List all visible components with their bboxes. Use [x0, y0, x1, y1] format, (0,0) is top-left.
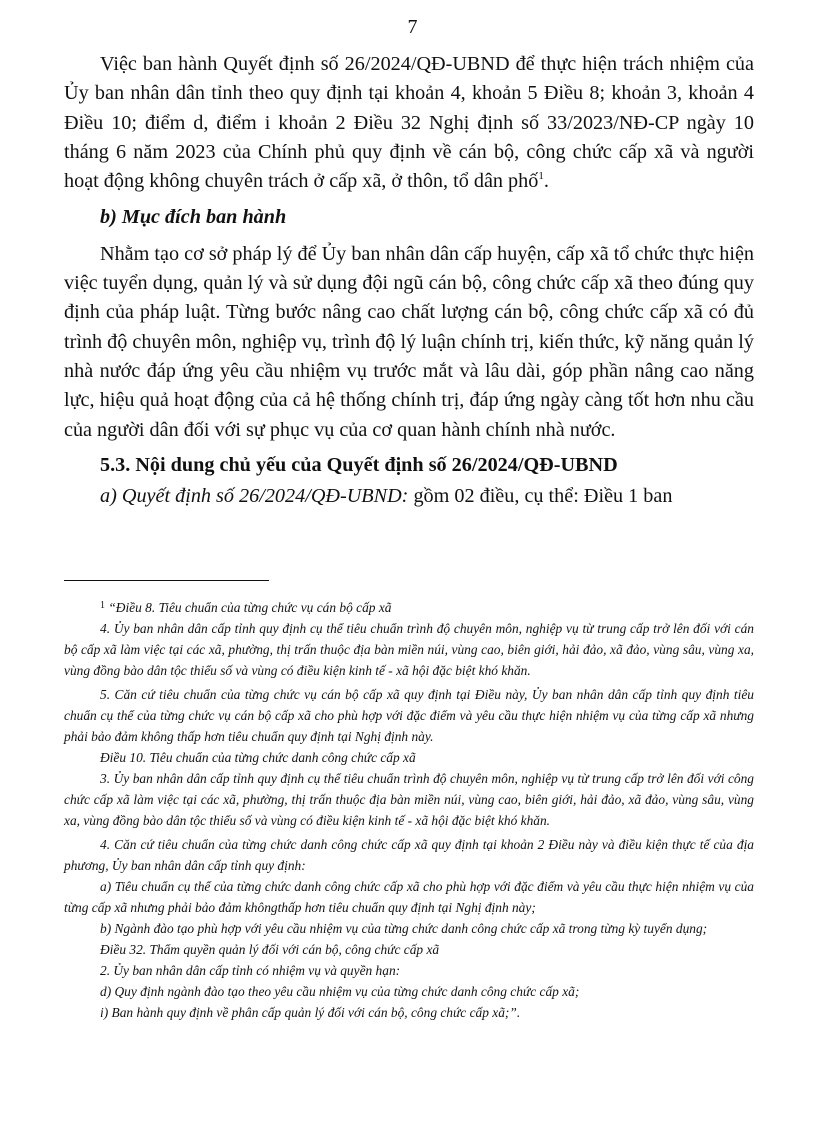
footnote-line: a) Tiêu chuẩn cụ thể của từng chức danh công chức cấp xã cho phù hợp với đặc điểm và yêu cầu thực hiện nhiệm vụ của từng cấp xã nhưng phải bảo đảm khôngthấp hơn tiêu chuẩn quy định tại Nghị định này;: [64, 879, 754, 915]
footnote-line: 5. Căn cứ tiêu chuẩn của từng chức vụ cán bộ cấp xã quy định tại Điều này, Ủy ban nhân dân cấp tỉnh quy định tiêu chuẩn cụ thể của từng chức vụ cán bộ cấp xã cho phù hợp với đặc điểm và yêu cầu thực hiện nhiệm vụ của từng cấp xã nhưng phải bảo đảm không thấp hơn tiêu chuẩn quy định tại Nghị định này.: [64, 687, 754, 744]
paragraph-text: Việc ban hành Quyết định số 26/2024/QĐ-UBND để thực hiện trách nhiệm của Ủy ban nhân dân tỉnh theo quy định tại khoản 4, khoản 5 Điều 8; khoản 3, khoản 4 Điều 10; điểm d, điểm i khoản 2 Điều 32 Nghị định số 33/2023/NĐ-CP ngày 10 tháng 6 năm 2023 của Chính phủ quy định về cán bộ, công chức cấp xã và người hoạt động không chuyên trách ở cấp xã, ở thôn, tổ dân phố: [64, 53, 754, 193]
footnote-separator: [64, 580, 269, 581]
footnote-mark: 1: [100, 600, 105, 611]
footnote-line: 2. Ủy ban nhân dân cấp tỉnh có nhiệm vụ và quyền hạn:: [100, 963, 401, 978]
footnote-line: Điều 10. Tiêu chuẩn của từng chức danh công chức cấp xã: [100, 750, 416, 765]
footnote-reference[interactable]: 1: [538, 170, 544, 183]
footnote-line: 4. Căn cứ tiêu chuẩn của từng chức danh công chức cấp xã quy định tại khoản 2 Điều này và điều kiện thực tế của địa phương, Ủy ban nhân dân cấp tỉnh quy định:: [64, 837, 754, 873]
section-heading-b: b) Mục đích ban hành: [100, 206, 287, 229]
main-text: [64, 50, 754, 511]
paragraph-decision-content: [64, 482, 754, 511]
paragraph-purpose: Nhằm tạo cơ sở pháp lý để Ủy ban nhân dân cấp huyện, cấp xã tổ chức thực hiện việc tuyển dụng, quản lý và sử dụng đội ngũ cán bộ, công chức cấp xã theo đúng quy định của pháp luật. Từng bước nâng cao chất lượng cán bộ, công chức cấp xã có đủ trình độ chuyên môn, nghiệp vụ, trình độ lý luận chính trị, kiến thức, kỹ năng quản lý nhà nước đáp ứng yêu cầu nhiệm vụ trước mắt và lâu dài, góp phần nâng cao năng lực, hiệu quả hoạt động của cả hệ thống chính trị, đáp ứng ngày càng tốt hơn nhu cầu của người dân đối với sự phục vụ của cơ quan hành chính nhà nước.: [64, 242, 754, 441]
footnote-line: 4. Ủy ban nhân dân cấp tỉnh quy định cụ thể tiêu chuẩn trình độ chuyên môn, nghiệp vụ từ trung cấp trở lên đối với cán bộ cấp xã làm việc tại các xã, phường, thị trấn thuộc địa bàn miền núi, vùng cao, biên giới, hải đảo, xã đảo, vùng sâu, vùng xa, vùng đồng bào dân tộc thiểu số và vùng có điều kiện kinh tế - xã hội đặc biệt khó khăn.: [64, 621, 754, 678]
footnote-line: [64, 597, 754, 618]
paragraph-purpose-basis: [64, 50, 754, 196]
footnote-line: Điều 32. Thẩm quyền quản lý đối với cán bộ, công chức cấp xã: [100, 942, 440, 957]
paragraph-text: gồm 02 điều, cụ thể: Điều 1 ban: [408, 485, 673, 508]
footnote-text: “Điều 8. Tiêu chuẩn của từng chức vụ cán bộ cấp xã: [105, 600, 392, 615]
page-number: 7: [407, 16, 418, 38]
footnote-line: i) Ban hành quy định về phân cấp quản lý đối với cán bộ, công chức cấp xã;”.: [100, 1005, 521, 1020]
paragraph-end: .: [543, 170, 549, 193]
footnote-line: 3. Ủy ban nhân dân cấp tỉnh quy định cụ thể tiêu chuẩn trình độ chuyên môn, nghiệp vụ từ trung cấp trở lên đối với công chức cấp xã làm việc tại các xã, phường, thị trấn thuộc địa bàn miền núi, vùng cao, biên giới, hải đảo, xã đảo, vùng sâu, vùng xa, vùng đồng bào dân tộc thiểu số và vùng có điều kiện kinh tế - xã hội đặc biệt khó khăn.: [64, 771, 754, 828]
paragraph-lead: a) Quyết định số 26/2024/QĐ-UBND:: [100, 485, 409, 508]
footnotes: [64, 597, 754, 1023]
section-heading-5-3: 5.3. Nội dung chủ yếu của Quyết định số 26/2024/QĐ-UBND: [100, 453, 618, 476]
footnote-line: b) Ngành đào tạo phù hợp với yêu cầu nhiệm vụ của từng chức danh công chức cấp xã trong từng kỳ tuyển dụng;: [100, 921, 708, 936]
footnote-line: d) Quy định ngành đào tạo theo yêu cầu nhiệm vụ của từng chức danh công chức cấp xã;: [100, 984, 580, 999]
